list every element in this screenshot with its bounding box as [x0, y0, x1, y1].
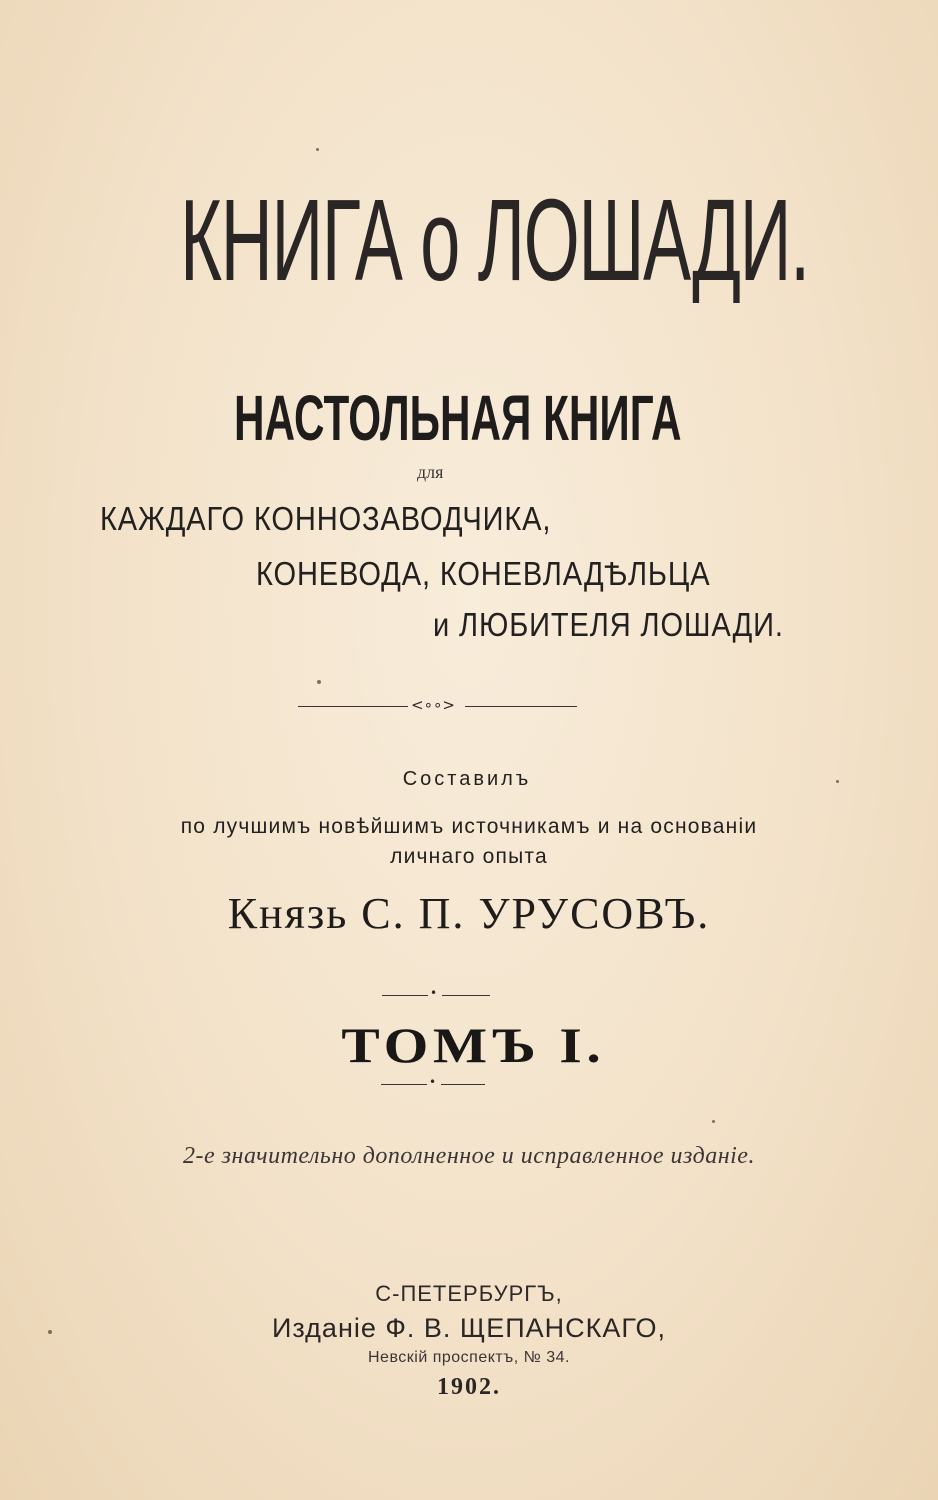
- publisher-address: Невскiй проспектъ, № 34.: [368, 1349, 570, 1366]
- paper-speck: [316, 148, 319, 151]
- audience-line-3: и ЛЮБИТЕЛЯ ЛОШАДИ.: [433, 606, 784, 643]
- publisher-name: Изданiе Ф. В. ЩЕПАНСКАГО,: [271, 1313, 666, 1343]
- divider-right-rule: [465, 706, 577, 707]
- paper-speck: [317, 680, 321, 684]
- publication-year: 1902.: [437, 1374, 501, 1400]
- volume-bottom-rule-right: [441, 1084, 485, 1085]
- for-word: для: [417, 462, 444, 482]
- sources-line-2: личнаго опыта: [390, 845, 548, 868]
- divider-ornament: <∘∘>: [411, 696, 455, 714]
- publication-city: С-ПЕТЕРБУРГЪ,: [375, 1281, 563, 1306]
- book-subtitle: НАСТОЛЬНАЯ КНИГА: [234, 382, 682, 454]
- paper-speck: [712, 1120, 715, 1123]
- audience-line-2: КОНЕВОДА, КОНЕВЛАДѢЛЬЦА: [256, 555, 711, 592]
- sources-line-1: по лучшимъ новѣйшимъ источникамъ и на основанiи: [180, 815, 758, 838]
- paper-speck: [836, 780, 839, 783]
- volume-bottom-rule-left: [381, 1084, 427, 1085]
- divider-left-rule: [298, 706, 408, 707]
- audience-line-1: КАЖДАГО КОННОЗАВОДЧИКА,: [100, 500, 552, 537]
- volume-top-rule-right: [442, 995, 490, 996]
- volume-top-ornament: •: [430, 986, 438, 1000]
- volume-label: ТОМЪ I.: [341, 1017, 606, 1073]
- compiled-by: Составилъ: [402, 768, 532, 790]
- volume-bottom-ornament: •: [429, 1075, 437, 1089]
- paper-speck: [48, 1330, 52, 1334]
- volume-top-rule-left: [382, 995, 428, 996]
- author-name: Князь С. П. УРУСОВЪ.: [227, 889, 711, 938]
- edition-note: 2-е значительно дополненное и исправленное изданiе.: [183, 1143, 755, 1169]
- book-title: КНИГА о ЛОШАДИ.: [180, 175, 809, 305]
